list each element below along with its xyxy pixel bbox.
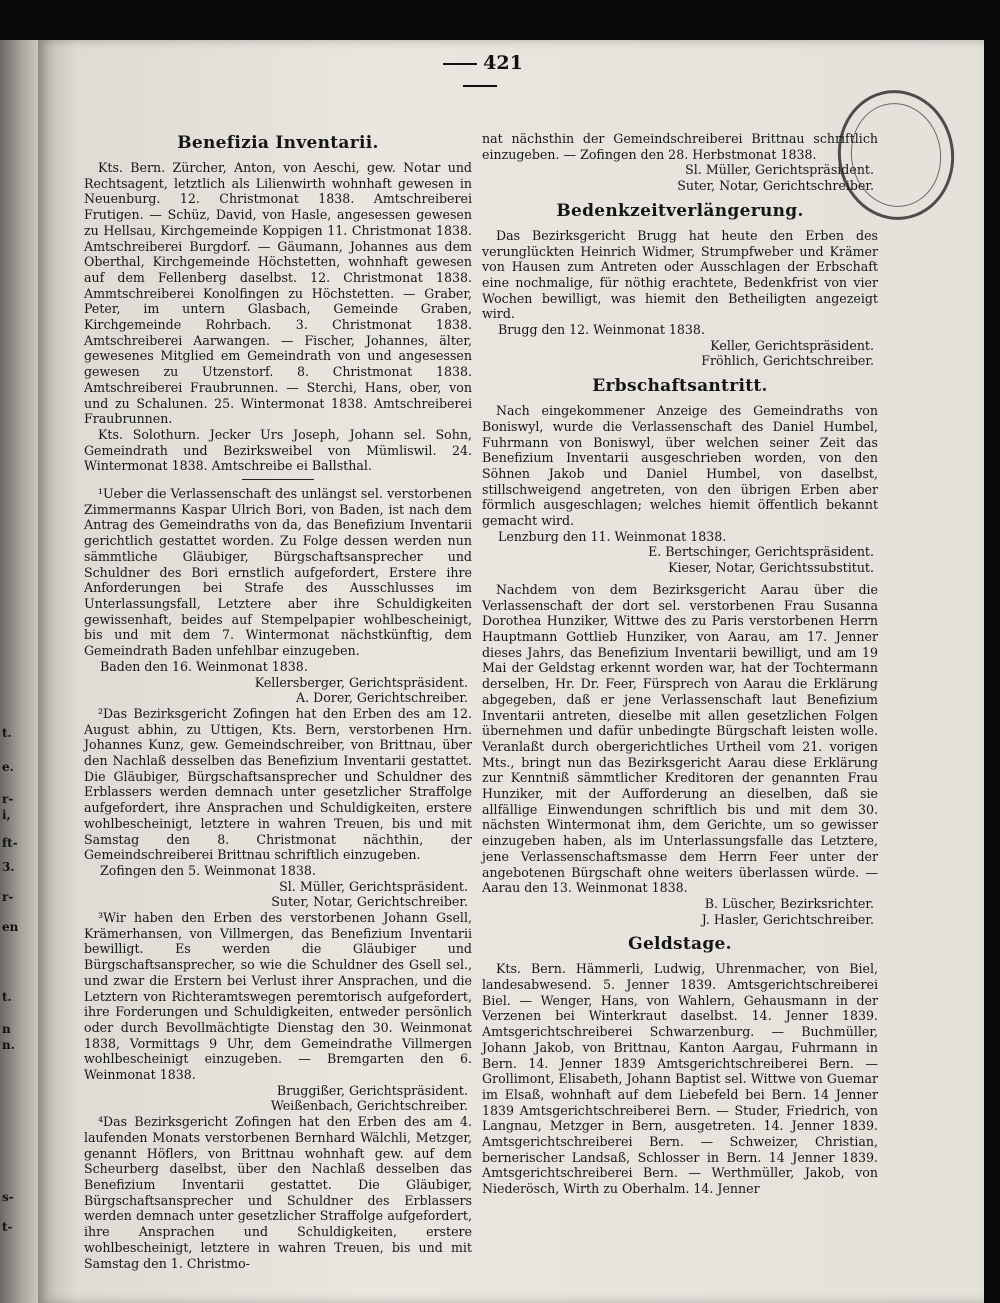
left-fragment: r- xyxy=(2,792,14,806)
notice-paragraph: ³Wir haben den Erben des verstorbenen Johann Gsell, Krämerhansen, von Villmergen, das Benefizium Inventarii bewilligt. Es werden die Gläubiger und Bürgschaftsansprecher, so wie die Schuldner des Gsell sel., und zwar die Erstern bei Verlust ihrer Ansprachen, und die Letztern von Richteramtswegen peremtorisch aufgefordert, ihre Forderungen und Schuldigkeiten, entweder persönlich oder durch Bevollmächtigte Dienstag den 30. Weinmonat 1838, Vormittags 9 Uhr, dem Gemeindrathe Villmergen wohlbescheinigt einzugeben. — Bremgarten den 6. Weinmonat 1838. xyxy=(84,910,472,1083)
notice-signature: Suter, Notar, Gerichtschreiber. xyxy=(271,894,468,910)
notice-date: Baden den 16. Weinmonat 1838. xyxy=(100,658,308,674)
left-fragment: s- xyxy=(2,1190,14,1204)
notice-signature: Kellersberger, Gerichtspräsident. xyxy=(254,674,468,690)
left-page-edge xyxy=(0,40,40,1303)
notice-signature: A. Dorer, Gerichtschreiber. xyxy=(296,690,468,706)
notice-paragraph: Nach eingekommener Anzeige des Gemeindraths von Boniswyl, wurde die Verlassenschaft des Daniel Humbel, Fuhrmann von Boniswyl, über welchen seiner Zeit das Benefizium Inventarii ausgeschrieben worden, von den Söhnen Jakob und Daniel Humbel, von daselbst, stillschweigend angetreten, von den übrigen Erben aber förmlich ausgeschlagen; welches hiemit öffentlich bekannt gemacht wird. xyxy=(482,403,878,529)
divider xyxy=(242,479,314,480)
left-fragment: en xyxy=(2,920,19,934)
notice-signature: Sl. Müller, Gerichtspräsident. xyxy=(279,878,468,894)
notice-signature: Suter, Notar, Gerichtschreiber. xyxy=(677,178,874,194)
section-heading-bedenkzeit: Bedenkzeitverlängerung. xyxy=(556,200,804,221)
notice-paragraph: ¹Ueber die Verlassenschaft des unlängst sel. verstorbenen Zimmermanns Kaspar Ulrich Bori, von Baden, ist nach dem Antrag des Gemeindraths von da, das Benefizium Inventarii gerichtlich gestattet worden. Zu Folge dessen werden nun sämmtliche Gläubiger, Bürgschaftsansprecher und Schuldner des Bori ernstlich aufgefordert, Erstere ihre Anforderungen bei Strafe des Ausschlusses im Unterlassungsfall, Letztere aber ihre Schuldigkeiten gewissenhaft, beides auf Stempelpapier wohlbescheinigt, bis und mit dem 7. Wintermonat nächstkünftig, dem Gemeindrath Baden unfehlbar einzugeben. xyxy=(84,486,472,659)
left-fragment: t. xyxy=(2,990,12,1004)
notice-date: Brugg den 12. Weinmonat 1838. xyxy=(498,322,705,338)
notice-signature: B. Lüscher, Bezirksrichter. xyxy=(704,895,874,911)
notice-signature: Weißenbach, Gerichtschreiber. xyxy=(270,1098,468,1114)
page-number: 421 xyxy=(420,52,540,96)
notice-signature: Kieser, Notar, Gerichtssubstitut. xyxy=(668,560,874,576)
left-fragment: e. xyxy=(2,760,14,774)
left-fragment: ft- xyxy=(2,836,18,850)
notice-signature: E. Bertschinger, Gerichtspräsident. xyxy=(648,544,874,560)
notice-date: Lenzburg den 11. Weinmonat 1838. xyxy=(498,528,727,544)
left-fragment: n. xyxy=(2,1038,15,1052)
notice-signature: Keller, Gerichtspräsident. xyxy=(710,337,874,353)
left-fragment: 3. xyxy=(2,860,15,874)
section-heading-geldstage: Geldstage. xyxy=(628,934,732,955)
notice-date: Zofingen den 5. Weinmonat 1838. xyxy=(100,862,316,878)
notice-paragraph: ²Das Bezirksgericht Zofingen hat den Erben des am 12. August abhin, zu Uttigen, Kts. Bern, verstorbenen Hrn. Johannes Kunz, gew. Gemeindschreiber, von Brittnau, über den Nachlaß desselben das Benefizium Inventarii gestattet. Die Gläubiger, Bürgschaftsansprecher und Schuldner des Erblassers werden demnach unter gesetzlicher Straffolge aufgefordert, ihre Ansprachen und Schuldigkeiten, erstere wohlbescheinigt, letztere in wahren Treuen, bis und mit Samstag den 8. Christmonat nächthin, der Gemeindschreiberei Brittnau schriftlich einzugeben. xyxy=(84,705,472,863)
section-heading-erbschaft: Erbschaftsantritt. xyxy=(592,376,768,397)
notice-paragraph: Kts. Solothurn. Jecker Urs Joseph, Johann sel. Sohn, Gemeindrath und Bezirksweibel von Mümliswil. 24. Wintermonat 1838. Amtschreibe ei Ballsthal. xyxy=(84,426,472,474)
left-fragment: t- xyxy=(2,1220,13,1234)
left-fragment: n xyxy=(2,1022,11,1036)
left-fragment: t. xyxy=(2,726,12,740)
notice-paragraph: Kts. Bern. Hämmerli, Ludwig, Uhrenmacher, von Biel, landesabwesend. 5. Jenner 1839. Amtsgerichtschreiberei Biel. — Wenger, Hans, von Wahlern, Gehausmann in der Verzenen bei Winterkraut daselbst. 14. Jenner 1839. Amtsgerichtschreiberei Schwarzenburg. — Buchmüller, Johann Jakob, von Brittnau, Kanton Aargau, Fuhrmann in Bern. 14. Jenner 1839 Amtsgerichtschreiberei Bern. — Grollimont, Elisabeth, Johann Baptist sel. Wittwe von Guemar im Elsaß, wohnhaft auf dem Liebefeld bei Bern. 14 Jenner 1839 Amtsgerichtschreiberei Bern. — Studer, Friedrich, von Langnau, Metzger in Bern, ausgetreten. 14. Jenner 1839. Amtsgerichtschreiberei Bern. — Schweizer, Christian, bernerischer Landsaß, Schlosser in Bern. 14 Jenner 1839. Amtsgerichtschreiberei Bern. — Werthmüller, Jakob, von Niederösch, Wirth zu Oberhalm. 14. Jenner xyxy=(482,961,878,1197)
right-column xyxy=(482,131,878,1197)
notice-signature: Bruggißer, Gerichtspräsident. xyxy=(276,1082,468,1098)
notice-paragraph: Nachdem von dem Bezirksgericht Aarau über die Verlassenschaft der dort sel. verstorbenen Frau Susanna Dorothea Hunziker, Wittwe des zu Paris verstorbenen Herrn Hauptmann Gottlieb Hunziker, von Aarau, am 17. Jenner dieses Jahrs, das Benefizium Inventarii bewilligt, und am 19 Mai der Geldstag erkennt worden war, hat der Tochtermann derselben, Hr. Dr. Feer, Fürsprech von Aarau die Erklärung abgegeben, daß er jene Verlassenschaft laut Benefizium Inventarii antreten, dieselbe mit allen gesetzlichen Folgen übernehmen und dafür unbedingte Bürgschaft leisten wolle. Veranlaßt durch obergerichtliches Urtheil vom 21. vorigen Mts., bringt nun das Bezirksgericht Aarau diese Erklärung zur Kenntniß sämmtlicher Kreditoren der genannten Frau Hunziker, mit der Aufforderung an dieselben, daß sie allfällige Einwendungen schriftlich bis und mit dem 30. nächsten Wintermonat ihm, dem Gerichte, um so gewisser einzugeben haben, als im Unterlassungsfalle das Letztere, jene Verlassenschaftsmasse dem Herrn Feer unter der angebotenen Bürgschaft ohne weiters überlassen würde. — Aarau den 13. Weinmonat 1838. xyxy=(482,581,878,896)
left-column xyxy=(84,130,472,1271)
notice-signature: Sl. Müller, Gerichtspräsident. xyxy=(685,162,874,178)
left-fragment: r- xyxy=(2,890,14,904)
notice-signature: Fröhlich, Gerichtschreiber. xyxy=(701,353,874,369)
notice-signature: J. Hasler, Gerichtschreiber. xyxy=(701,911,874,927)
notice-paragraph: Das Bezirksgericht Brugg hat heute den Erben des verunglückten Heinrich Widmer, Strumpfweber und Krämer von Hausen zum Antreten oder Ausschlagen der Erbschaft eine nochmalige, für nöthig erachtete, Bedenkfrist von vier Wochen bewilligt, was hiemit den Betheiligten angezeigt wird. xyxy=(482,227,878,322)
notice-paragraph: Kts. Bern. Zürcher, Anton, von Aeschi, gew. Notar und Rechtsagent, letztlich als Lilienwirth wohnhaft gewesen in Neuenburg. 12. Christmonat 1838. Amtschreiberei Frutigen. — Schüz, David, von Hasle, angesessen gewesen zu Hellsau, Kirchgemeinde Koppigen 11. Christmonat 1838. Amtschreiberei Burgdorf. — Gäumann, Johannes aus dem Oberthal, Kirchgemeinde Höchstetten, wohnhaft gewesen auf dem Fellenberg daselbst. 12. Christmonat 1838. Ammtschreiberei Konolfingen zu Höchstetten. — Graber, Peter, im untern Glasbach, Gemeinde Graben, Kirchgemeinde Rohrbach. 3. Christmonat 1838. Amtschreiberei Aarwangen. — Fischer, Johannes, älter, gewesenes Mitglied em Gemeindrath von und angesessen gewesen zu Utzenstorf. 8. Christmonat 1838. Amtschreiberei Fraubrunnen. — Sterchi, Hans, ober, von und zu Schalunen. 25. Wintermonat 1838. Amtschreiberei Fraubrunnen. xyxy=(84,160,472,427)
left-fragment: i, xyxy=(2,808,11,822)
notice-paragraph: nat nächsthin der Gemeindschreiberei Brittnau schriftlich einzugeben. — Zofingen den 28. Herbstmonat 1838. xyxy=(482,131,878,162)
notice-paragraph: ⁴Das Bezirksgericht Zofingen hat den Erben des am 4. laufenden Monats verstorbenen Bernhard Wälchli, Metzger, genannt Höflers, von Brittnau wohnhaft gew. auf dem Scheurberg daselbst, über den Nachlaß desselben das Benefizium Inventarii gestattet. Die Gläubiger, Bürgschaftsansprecher und Schuldner des Erblassers werden demnach unter gesetzlicher Straffolge aufgefordert, ihre Ansprachen und Schuldigkeiten, erstere wohlbescheinigt, letztere in wahren Treuen, bis und mit Samstag den 1. Christmo- xyxy=(84,1114,472,1271)
section-heading-benefizia: Benefizia Inventarii. xyxy=(177,133,379,153)
